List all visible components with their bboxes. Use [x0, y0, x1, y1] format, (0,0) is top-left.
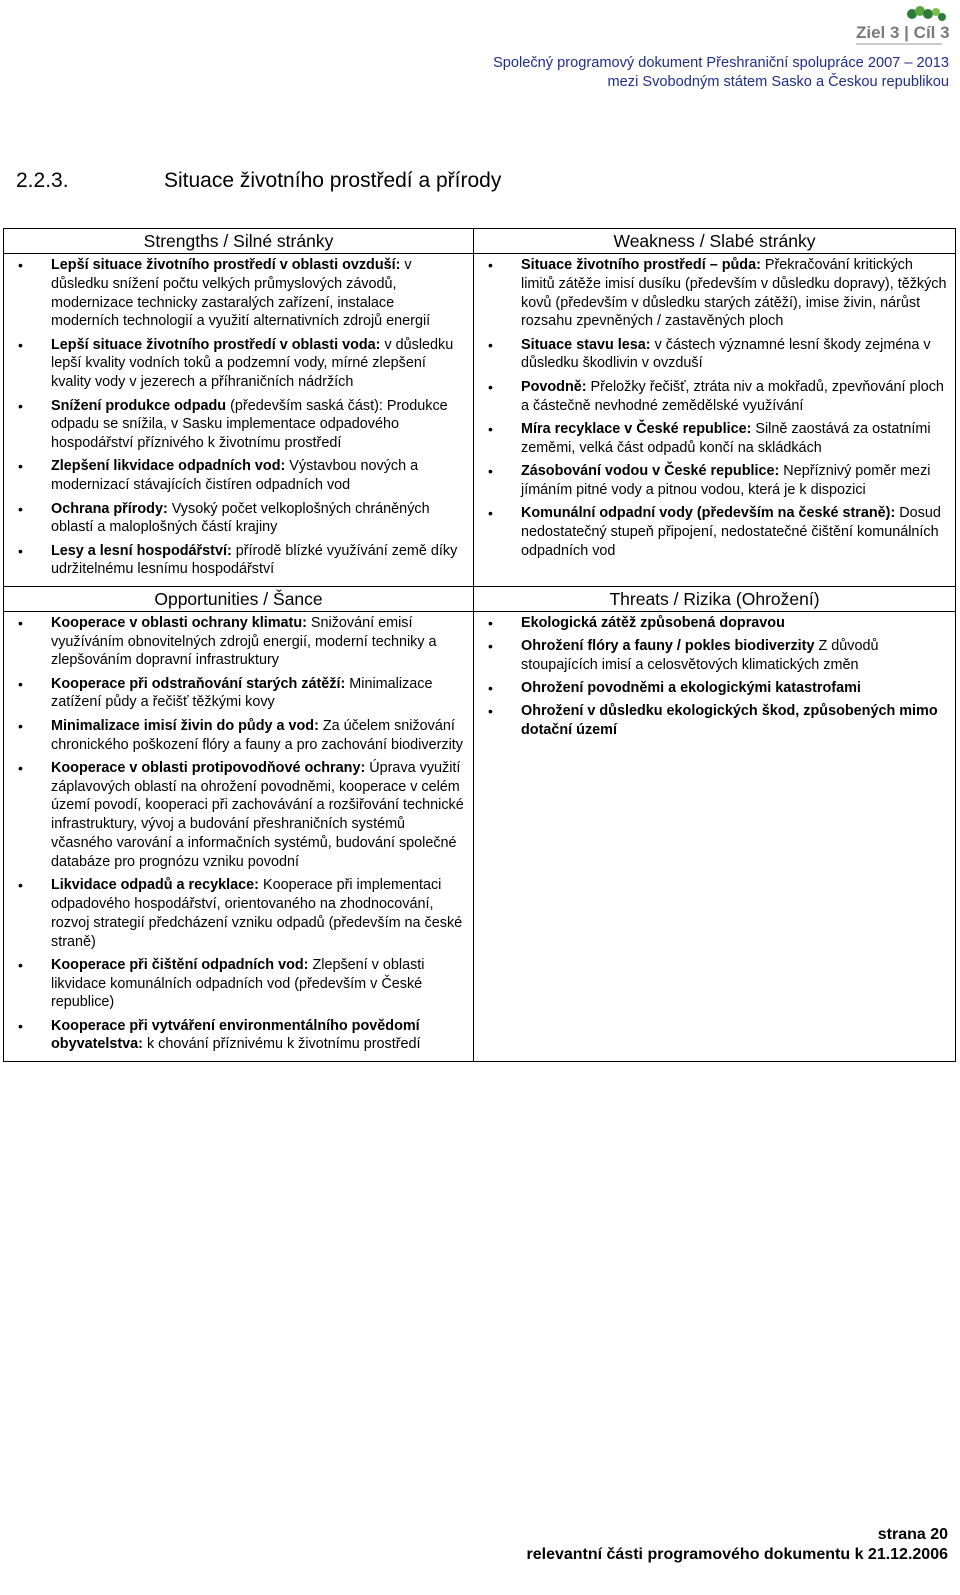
opportunities-list — [4, 612, 473, 1061]
item-text: Vysoký počet velkoplošných chráněných oblastí a maloplošných částí krajiny — [51, 500, 430, 536]
item-text: (především saská část): Produkce odpadu se snížila, v Sasku implementace odpadového hospodářství příznivého k životnímu prostředí — [51, 397, 448, 452]
weakness-cell — [474, 254, 956, 587]
item-title: Lepší situace životního prostředí v oblasti ovzduší: — [51, 257, 401, 273]
list-item — [474, 256, 947, 331]
item-text: Úprava využití záplavových oblastí na ohrožení povodněmi, kooperace v celém území povodí, kooperaci při zachovávání a rozšiřování technické infrastruktury, vývoj a budování přeshraničních systémů včasného varování a informačních systémů, budování společné databáze pro prognózu vzniku povodní — [51, 759, 464, 870]
ziel3-logo — [856, 6, 950, 50]
list-item — [474, 462, 947, 500]
item-title: Minimalizace imisí živin do půdy a vod: — [51, 717, 319, 734]
item-title: Míra recyklace v České republice: — [521, 420, 752, 437]
item-title: Kooperace při čištění odpadních vod: — [51, 956, 309, 973]
item-text: v důsledku snížení počtu velkých průmyslových závodů, modernizace technicky zastaralých zařízení, instalace moderních technologií a využití alternativních zdrojů energií — [51, 257, 431, 330]
list-item — [474, 336, 947, 374]
item-title: Povodně: — [521, 378, 587, 395]
item-text: Kooperace při implementaci odpadového hospodářství, orientovaného na zhodnocování, rozvoj strategií předcházení vzniku odpadů (především na české straně) — [51, 877, 463, 950]
item-text: Výstavbou nových a modernizací stávajících čistíren odpadních vod — [51, 458, 419, 494]
opportunities-heading: Opportunities / Šance — [4, 586, 474, 611]
item-title: Ohrožení povodněmi a ekologickými katastrofami — [521, 680, 861, 697]
logo-text: Ziel 3 | Cíl 3 — [856, 23, 950, 42]
list-item — [474, 702, 947, 740]
list-item — [4, 542, 465, 580]
item-title: Lepší situace životního prostředí v oblasti voda: — [51, 336, 381, 353]
item-text: Dosud nedostatečný stupeň připojení, nedostatečné čištění komunálních odpadních vod — [521, 505, 941, 559]
section-number: 2.2.3. — [16, 169, 69, 192]
list-item — [4, 1017, 465, 1055]
item-title: Kooperace v oblasti protipovodňové ochrany: — [51, 759, 366, 776]
document-header — [493, 54, 949, 92]
weakness-list — [474, 254, 955, 567]
list-item — [474, 637, 947, 675]
list-item — [4, 759, 465, 872]
item-text: Zlepšení v oblasti likvidace komunálních odpadních vod (především v České republice) — [51, 956, 425, 1011]
item-text: Snižování emisí využíváním obnovitelných zdrojů energií, moderní techniky a zlepšováním dopravní infrastruktury — [51, 614, 437, 669]
list-item — [4, 675, 465, 713]
list-item — [474, 614, 947, 633]
list-item — [4, 500, 465, 538]
item-title: Lesy a lesní hospodářství: — [51, 542, 232, 559]
item-text: přírodě blízké využívání země díky udržitelnému lesnímu hospodářství — [51, 542, 458, 578]
strengths-cell — [4, 254, 474, 587]
list-item — [474, 420, 947, 458]
threats-list — [474, 612, 955, 747]
section-title-text: Situace životního prostředí a přírody — [164, 169, 502, 192]
item-title: Zlepšení likvidace odpadních vod: — [51, 458, 286, 475]
threats-heading: Threats / Rizika (Ohrožení) — [474, 586, 956, 611]
item-title: Snížení produkce odpadu — [51, 397, 227, 414]
list-item — [4, 336, 465, 392]
item-text: Silně zaostává za ostatními zeměmi, velká část odpadů končí na skládkách — [521, 420, 931, 456]
header-line-1: Společný programový dokument Přeshraniční spolupráce 2007 – 2013 — [493, 55, 949, 71]
item-title: Situace životního prostředí – půda: — [521, 257, 761, 273]
page-number: strana 20 — [877, 1526, 948, 1543]
header-line-2: mezi Svobodným státem Sasko a Českou republikou — [607, 74, 949, 90]
threats-cell — [474, 611, 956, 1061]
weakness-heading: Weakness / Slabé stránky — [474, 229, 956, 254]
list-item — [4, 256, 465, 331]
item-text: Přeložky řečišť, ztráta niv a mokřadů, zpevňování ploch a částečně nevhodné zemědělské využívání — [521, 378, 944, 414]
item-text: Nepříznivý poměr mezi jímáním pitné vody a pitnou vodou, která je k dispozici — [521, 462, 931, 498]
item-title: Komunální odpadní vody (především na české straně): — [521, 505, 896, 522]
item-title: Zásobování vodou v České republice: — [521, 462, 780, 479]
page-footer — [527, 1525, 949, 1565]
item-title: Kooperace při odstraňování starých zátěží: — [51, 675, 346, 692]
item-title: Ohrožení v důsledku ekologických škod, způsobených mimo dotační území — [521, 703, 938, 739]
item-title: Situace stavu lesa: — [521, 336, 651, 353]
item-text: Z důvodů stoupajících imisí a celosvětových klimatických změn — [521, 638, 879, 673]
item-text: k chování příznivému k životnímu prostředí — [142, 1036, 421, 1053]
section-title — [16, 169, 501, 193]
list-item — [474, 378, 947, 416]
item-title: Ekologická zátěž způsobená dopravou — [521, 614, 785, 631]
list-item — [474, 504, 947, 560]
list-item — [4, 614, 465, 670]
item-title: Ochrana přírody: — [51, 500, 168, 517]
item-title: Ohrožení flóry a fauny / pokles biodiverzity — [521, 638, 815, 655]
list-item — [474, 679, 947, 698]
list-item — [4, 397, 465, 453]
footer-note: relevantní části programového dokumentu k 21.12.2006 — [526, 1546, 948, 1563]
item-title: Likvidace odpadů a recyklace: — [51, 877, 259, 894]
item-title: Kooperace při vytváření environmentálního povědomí obyvatelstva: — [51, 1017, 420, 1053]
item-text: Za účelem snižování chronického poškození flóry a fauny a pro zachování biodiverzity — [51, 717, 463, 753]
strengths-list — [4, 254, 473, 586]
strengths-heading: Strengths / Silné stránky — [4, 229, 474, 254]
swot-table — [3, 228, 956, 1062]
list-item — [4, 956, 465, 1012]
list-item — [4, 457, 465, 495]
item-text: Překračování kritických limitů zátěže imisí dusíku (především v důsledku dopravy), těžkých kovů (především v důsledku starých zátěží), imise živin, nárůst rozsahu zpevněných / zastavěných ploch — [521, 257, 947, 330]
item-text: v důsledku lepší kvality vodních toků a podzemní vody, mírné zlepšení kvality vody v jezerech a příhraničních nádržích — [51, 336, 454, 391]
item-text: Minimalizace zatížení půdy a řečišť těžkými kovy — [51, 675, 433, 711]
list-item — [4, 717, 465, 755]
list-item — [4, 876, 465, 951]
item-text: v částech významné lesní škody zejména v důsledku škodlivin v ovzduší — [521, 336, 931, 372]
opportunities-cell — [4, 611, 474, 1061]
item-title: Kooperace v oblasti ochrany klimatu: — [51, 614, 307, 631]
